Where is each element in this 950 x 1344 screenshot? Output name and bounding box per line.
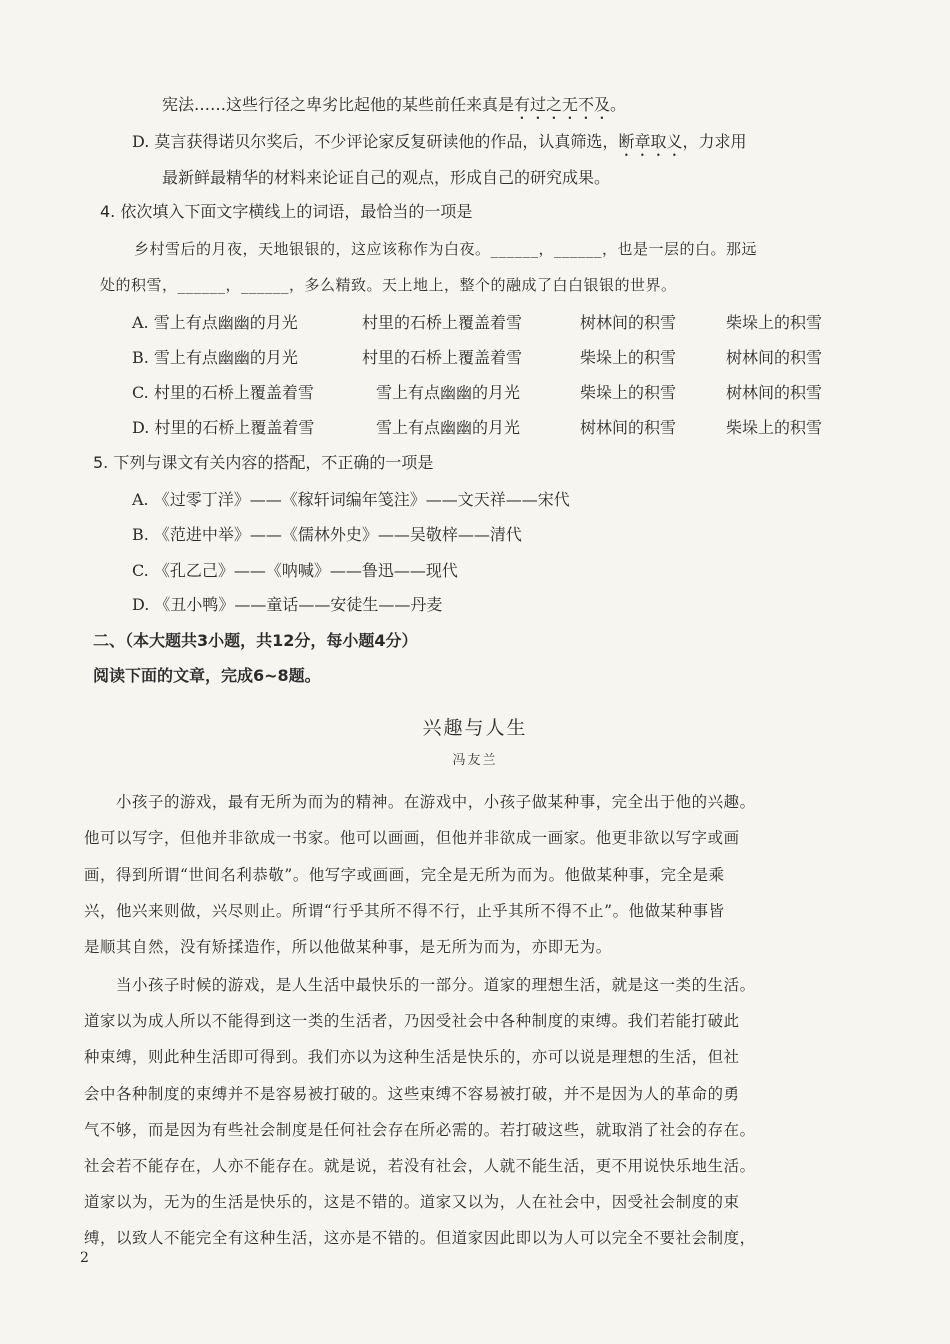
essay-line: 道家以为，无为的生活是快乐的，这是不错的。道家又以为，人在社会中，因受社会制度的束 <box>84 1193 740 1211</box>
essay-line: 气不够，而是因为有些社会制度是任何社会存在所必需的。若打破这些，就取消了社会的存在。 <box>84 1121 756 1139</box>
option-item: 树林间的积雪 <box>726 348 823 367</box>
essay-line: 他可以写字，但他并非欲成一书家。他可以画画，但他并非欲成一画家。他更非欲以写字或画 <box>84 829 740 847</box>
option-item: 村里的石桥上覆盖着雪 <box>362 348 523 367</box>
text-segment: 。 <box>610 95 627 114</box>
page-number: 2 <box>80 1250 89 1266</box>
q5-option-c: C. 《孔乙己》——《呐喊》——鲁迅——现代 <box>132 561 458 580</box>
q4-stem: 4. 依次填入下面文字横线上的词语，最恰当的一项是 <box>100 202 473 221</box>
option-item: 柴垛上的积雪 <box>580 348 677 367</box>
option-item: 村里的石桥上覆盖着雪 <box>362 313 523 332</box>
option-item: 柴垛上的积雪 <box>580 383 677 402</box>
q3-option-d-line2: 最新鲜最精华的材料来论证自己的观点，形成自己的研究成果。 <box>162 168 611 187</box>
option-item: 雪上有点幽幽的月光 <box>376 383 521 402</box>
essay-author: 冯友兰 <box>452 753 498 768</box>
essay-line: 兴，他兴来则做，兴尽则止。所谓“行乎其所不得不行，止乎其所不得不止”。他做某种事皆 <box>84 902 725 920</box>
text-segment: D. 莫言获得诺贝尔奖后，不少评论家反复研读他的作品，认真筛选， <box>132 132 619 151</box>
essay-line: 缚，以致人不能完全有这种生活，这亦是不错的。但道家因此即以为人可以完全不要社会制度， <box>84 1229 756 1247</box>
q5-stem: 5. 下列与课文有关内容的搭配，不正确的一项是 <box>93 453 434 472</box>
section-heading: 二、（本大题共3小题，共12分，每小题4分） <box>93 631 418 650</box>
essay-line: 当小孩子时候的游戏，是人生活中最快乐的一部分。道家的理想生活，就是这一类的生活。 <box>84 976 756 994</box>
dotted-phrase: 有过之无不及 <box>514 95 611 114</box>
essay-line: 小孩子的游戏，最有无所为而为的精神。在游戏中，小孩子做某种事，完全出于他的兴趣。 <box>84 793 756 811</box>
q3-option-d-line1 <box>132 131 746 160</box>
option-label: A. 雪上有点幽幽的月光 <box>132 313 298 332</box>
q4-passage-line1: 乡村雪后的月夜，天地银银的，这应该称作为白夜。______，______，也是一层的白。那远 <box>134 240 758 258</box>
text-segment: ，力求用 <box>682 132 747 151</box>
option-item: 树林间的积雪 <box>580 313 677 332</box>
option-label: B. 雪上有点幽幽的月光 <box>132 348 298 367</box>
essay-line: 会中各种制度的束缚并不是容易被打破的。这些束缚不容易被打破，并不是因为人的革命的勇 <box>84 1085 740 1103</box>
dotted-phrase: 断章取义 <box>618 132 683 151</box>
q5-option-d: D. 《丑小鸭》——童话——安徒生——丹麦 <box>132 595 443 614</box>
essay-line: 道家以为成人所以不能得到这一类的生活者，乃因受社会中各种制度的束缚。我们若能打破此 <box>84 1012 740 1030</box>
text-segment: 宪法……这些行径之卑劣比起他的某些前任来真是 <box>162 95 515 114</box>
q5-option-a: A. 《过零丁洋》——《稼轩词编年笺注》——文天祥——宋代 <box>132 490 570 509</box>
essay-line: 是顺其自然，没有矫揉造作，所以他做某种事，是无所为而为，亦即无为。 <box>84 938 612 956</box>
option-label: C. 村里的石桥上覆盖着雪 <box>132 383 314 402</box>
option-item: 树林间的积雪 <box>726 383 823 402</box>
essay-line: 种束缚，则此种生活即可得到。我们亦以为这种生活是快乐的，亦可以说是理想的生活，但社 <box>84 1048 740 1066</box>
q5-option-b: B. 《范进中举》——《儒林外史》——吴敬梓——清代 <box>132 525 522 544</box>
option-item: 雪上有点幽幽的月光 <box>376 418 521 437</box>
essay-title: 兴趣与人生 <box>422 717 528 739</box>
option-item: 柴垛上的积雪 <box>726 313 823 332</box>
option-item: 树林间的积雪 <box>580 418 677 437</box>
option-label: D. 村里的石桥上覆盖着雪 <box>132 418 315 437</box>
essay-line: 社会若不能存在，人亦不能存在。就是说，若没有社会，人就不能生活，更不用说快乐地生活。 <box>84 1157 756 1175</box>
option-item: 柴垛上的积雪 <box>726 418 823 437</box>
section-instruction: 阅读下面的文章，完成6~8题。 <box>93 666 321 685</box>
q3-option-c-continuation <box>162 94 626 123</box>
q4-passage-line2: 处的积雪，______，______，多么精致。天上地上，整个的融成了白白银银的世界。 <box>100 276 677 294</box>
essay-line: 画，得到所谓“世间名利恭敬”。他写字或画画，完全是无所为而为。他做某种事，完全是乘 <box>84 866 725 884</box>
